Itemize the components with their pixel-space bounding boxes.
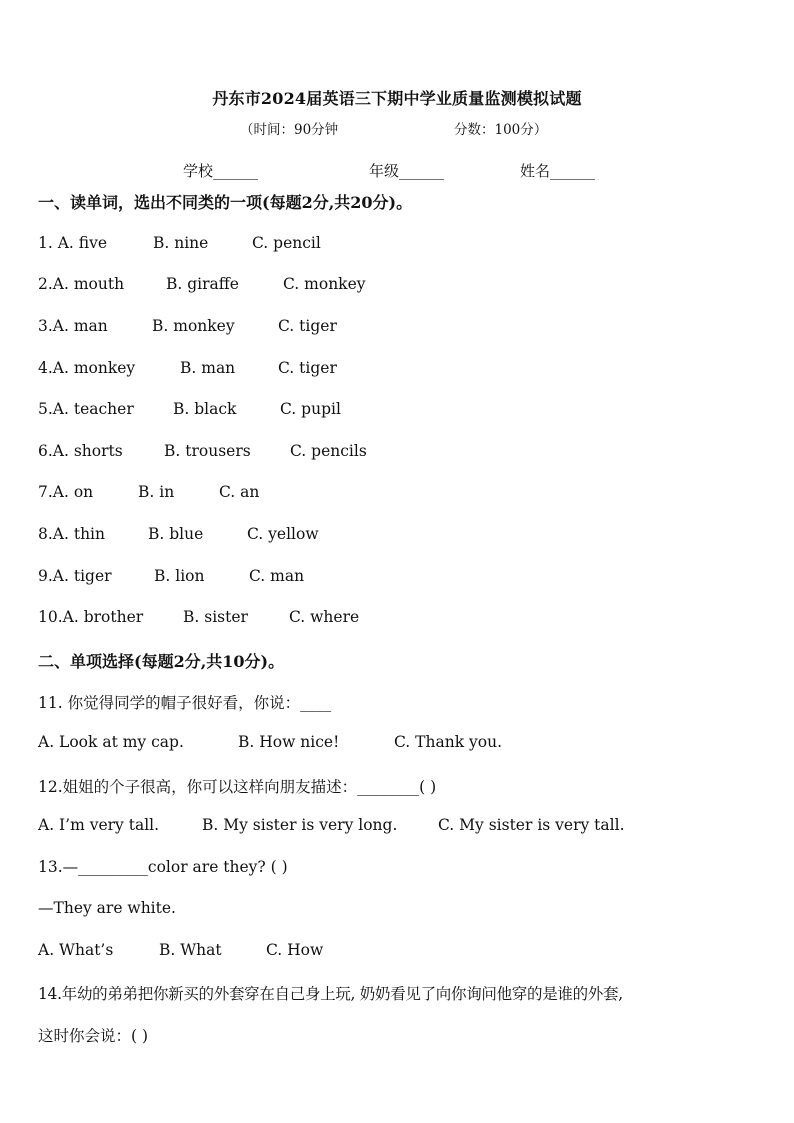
q8-option-c: C. yellow	[247, 525, 319, 543]
q1-option-b: B. nine	[153, 234, 209, 252]
exam-time: （时间：90分钟	[240, 122, 339, 138]
q1-option-c: C. pencil	[252, 234, 321, 252]
q2-option-b: B. giraffe	[166, 275, 239, 293]
grade-field: 年级______	[369, 162, 445, 180]
school-field: 学校______	[183, 162, 259, 180]
q4-option-b: B. man	[180, 359, 236, 377]
section2-heading: 二、单项选择(每题2分,共10分)。	[38, 652, 285, 671]
q5-option-c: C. pupil	[280, 400, 341, 418]
q6-option-a: 6.A. shorts	[38, 442, 123, 460]
q7-option-a: 7.A. on	[38, 483, 94, 501]
q13-reply: —They are white.	[38, 899, 176, 917]
q10-option-b: B. sister	[183, 608, 248, 626]
q11-stem: 11. 你觉得同学的帽子很好看，你说：____	[38, 694, 332, 712]
q6-option-b: B. trousers	[164, 442, 251, 460]
q2-option-a: 2.A. mouth	[38, 275, 125, 293]
q13-option-a: A. What’s	[38, 941, 114, 959]
q13-option-b: B. What	[159, 941, 222, 959]
q12-option-b: B. My sister is very long.	[202, 816, 398, 834]
q11-option-a: A. Look at my cap.	[38, 733, 184, 751]
q3-option-b: B. monkey	[152, 317, 235, 335]
q1-option-a: 1. A. five	[38, 234, 108, 252]
q3-option-a: 3.A. man	[38, 317, 108, 335]
q13-stem: 13.—_________color are they? ( )	[38, 858, 288, 876]
q9-option-b: B. lion	[154, 567, 205, 585]
q12-stem: 12.姐姐的个子很高，你可以这样向朋友描述：________( )	[38, 778, 437, 796]
q8-option-a: 8.A. thin	[38, 525, 105, 543]
q4-option-a: 4.A. monkey	[38, 359, 136, 377]
q5-option-a: 5.A. teacher	[38, 400, 134, 418]
q3-option-c: C. tiger	[278, 317, 337, 335]
name-field: 姓名______	[520, 162, 596, 180]
q13-option-c: C. How	[266, 941, 324, 959]
q10-option-c: C. where	[289, 608, 360, 626]
q10-option-a: 10.A. brother	[38, 608, 144, 626]
q7-option-b: B. in	[138, 483, 175, 501]
q4-option-c: C. tiger	[278, 359, 337, 377]
q11-option-b: B. How nice!	[238, 733, 340, 751]
section1-heading: 一、读单词，选出不同类的一项(每题2分,共20分)。	[38, 193, 413, 212]
q11-option-c: C. Thank you.	[394, 733, 503, 751]
q14-stem-continued: 这时你会说：( )	[38, 1027, 149, 1045]
q9-option-a: 9.A. tiger	[38, 567, 112, 585]
q5-option-b: B. black	[173, 400, 237, 418]
q2-option-c: C. monkey	[283, 275, 366, 293]
q12-option-c: C. My sister is very tall.	[438, 816, 625, 834]
q7-option-c: C. an	[219, 483, 260, 501]
exam-title: 丹东市2024届英语三下期中学业质量监测模拟试题	[212, 89, 582, 108]
q12-option-a: A. I’m very tall.	[38, 816, 160, 834]
q8-option-b: B. blue	[148, 525, 204, 543]
exam-score: 分数：100分）	[454, 122, 548, 138]
q14-stem: 14.年幼的弟弟把你新买的外套穿在自己身上玩, 奶奶看见了向你询问他穿的是谁的外套,	[38, 985, 623, 1003]
q6-option-c: C. pencils	[290, 442, 367, 460]
q9-option-c: C. man	[249, 567, 305, 585]
